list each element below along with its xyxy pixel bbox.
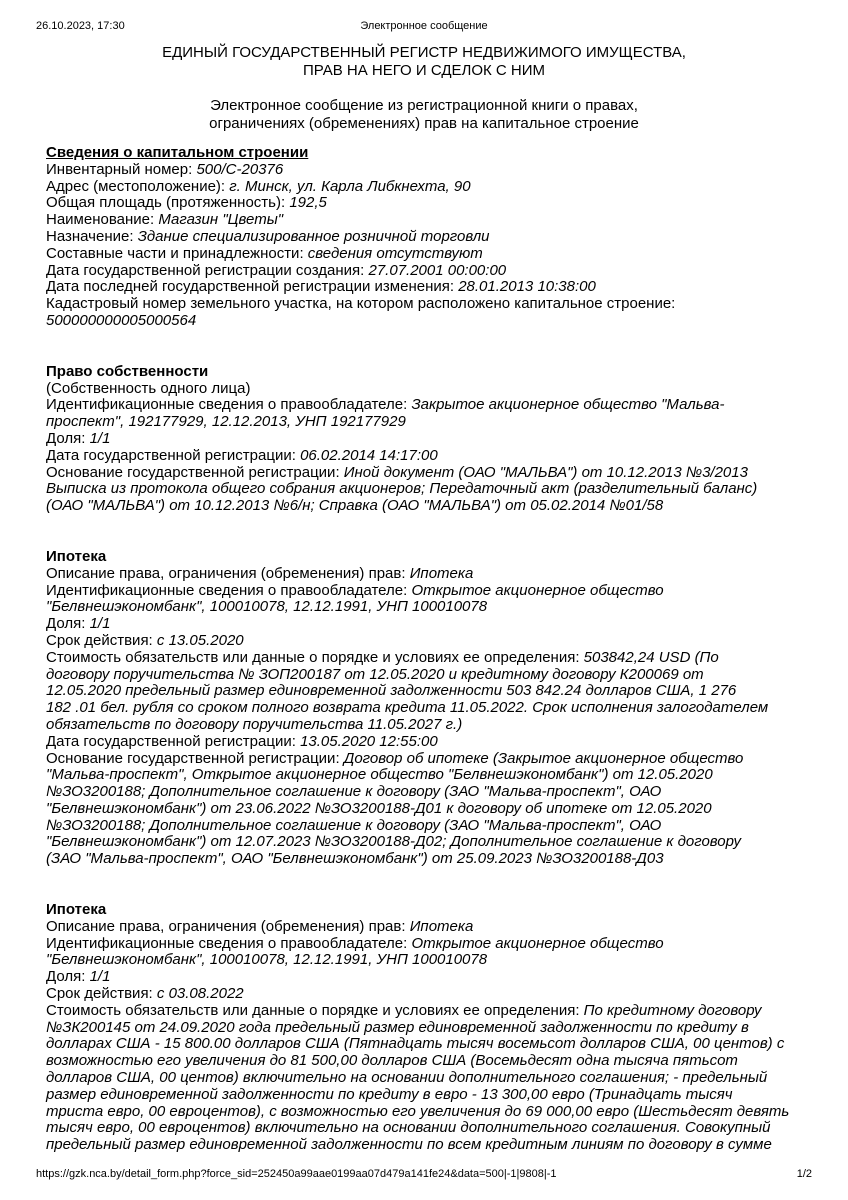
inventory-number xyxy=(46,162,802,179)
share xyxy=(46,431,802,448)
registration-basis-cont: Выписка из протокола общего собрания акционеров; Передаточный акт (разделительный баланс) xyxy=(46,480,758,498)
registration-basis-cont: "Белвнешэкономбанк") от 12.07.2023 №ЗО3200188-Д02; Дополнительное соглашение к договору xyxy=(46,833,741,851)
field-value: Закрытое акционерное общество "Мальва- xyxy=(411,396,725,414)
building-name xyxy=(46,212,802,229)
holder-line xyxy=(46,936,802,953)
register-title xyxy=(0,44,848,80)
registration-basis-cont: "Мальва-проспект", Открытое акционерное общество "Белвнешэкономбанк") от 12.05.2020 xyxy=(46,766,713,784)
obligation-cost-cont: долларов США, 00 центов) включительно на основании дополнительного соглашения; - предельный xyxy=(46,1069,768,1087)
field-value: 192,5 xyxy=(289,194,327,212)
obligation-cost-cont: обязательств по договору поручительства 11.05.2027 г.) xyxy=(46,715,463,733)
field-value: Магазин "Цветы" xyxy=(158,211,284,229)
field-label: Доля: xyxy=(46,615,90,633)
registration-basis-cont: "Белвнешэкономбанк") от 23.06.2022 №ЗО3200188-Д01 к договору об ипотеке от 12.05.2020 xyxy=(46,799,712,817)
field-value: Договор об ипотеке (Закрытое акционерное общество xyxy=(343,749,744,767)
field-value: 27.07.2001 00:00:00 xyxy=(368,261,507,279)
message-title-line: Электронное сообщение из регистрационной книги о правах, xyxy=(210,97,638,114)
registration-basis xyxy=(46,465,802,482)
field-value: Иной документ (ОАО "МАЛЬВА") от 10.12.2013 №3/2013 xyxy=(343,463,748,481)
mortgage-section-title: Ипотека xyxy=(46,901,107,919)
message-title xyxy=(0,97,848,133)
field-label: Стоимость обязательств или данные о порядке и условиях ее определения: xyxy=(46,1001,584,1019)
obligation-cost-cont: тысяч евро, 00 евроцентов) включительно на основании дополнительного соглашения. Совокупный xyxy=(46,1119,771,1137)
field-value: с 03.08.2022 xyxy=(156,985,244,1003)
ownership-section-title: Право собственности xyxy=(46,362,209,380)
field-label: Стоимость обязательств или данные о порядке и условиях ее определения: xyxy=(46,648,584,666)
right-description xyxy=(46,919,802,936)
holder-line-cont: "Белвнешэкономбанк", 100010078, 12.12.1991, УНП 100010078 xyxy=(46,598,488,616)
field-label: Назначение: xyxy=(46,227,138,245)
obligation-cost-cont: триста евро, 00 евроцентов), с возможностью его увеличения до 69 000,00 евро (Шестьдесят девять xyxy=(46,1102,790,1120)
field-label: Общая площадь (протяженность): xyxy=(46,194,290,212)
message-title-line: ограничениях (обременениях) прав на капитальное строение xyxy=(209,115,639,132)
registration-basis-cont: №ЗО3200188; Дополнительное соглашение к договору (ЗАО "Мальва-проспект", ОАО xyxy=(46,783,662,801)
print-title: Электронное сообщение xyxy=(360,20,488,32)
field-value: 1/1 xyxy=(89,429,111,447)
field-value: с 13.05.2020 xyxy=(156,631,244,649)
cadastral-label: Кадастровый номер земельного участка, на котором расположено капитальное строение: xyxy=(46,295,676,313)
document-body xyxy=(46,145,802,1154)
share xyxy=(46,616,802,633)
obligation-cost-cont: договору поручительства № ЗОП200187 от 12.05.2020 и кредитному договору К200069 от xyxy=(46,665,704,683)
registration-basis-cont: (ОАО "МАЛЬВА") от 10.12.2013 №6/н; Справка (ОАО "МАЛЬВА") от 05.02.2014 №01/58 xyxy=(46,497,664,515)
obligation-cost-cont: предельный размер единовременной задолженности по всем кредитным линиям по договору в сумме xyxy=(46,1136,772,1154)
field-value: 06.02.2014 14:17:00 xyxy=(300,446,438,464)
registration-basis-cont: №ЗО3200188; Дополнительное соглашение к договору (ЗАО "Мальва-проспект", ОАО xyxy=(46,816,662,834)
ownership-type: (Собственность одного лица) xyxy=(46,379,251,397)
creation-reg-date xyxy=(46,263,802,280)
field-label: Дата государственной регистрации: xyxy=(46,732,301,750)
field-value: 13.05.2020 12:55:00 xyxy=(300,732,438,750)
field-label: Доля: xyxy=(46,968,90,986)
registration-date xyxy=(46,448,802,465)
field-label: Доля: xyxy=(46,429,90,447)
holder-line xyxy=(46,583,802,600)
holder-line xyxy=(46,397,802,414)
address xyxy=(46,179,802,196)
building-purpose xyxy=(46,229,802,246)
field-label: Срок действия: xyxy=(46,631,157,649)
field-label: Составные части и принадлежности: xyxy=(46,244,308,262)
field-value: Ипотека xyxy=(409,917,474,935)
term xyxy=(46,633,802,650)
print-footer xyxy=(36,1168,812,1184)
cadastral-number: 500000000005000564 xyxy=(46,311,197,329)
field-label: Описание права, ограничения (обременения) прав: xyxy=(46,917,410,935)
total-area xyxy=(46,195,802,212)
field-label: Дата государственной регистрации создания: xyxy=(46,261,369,279)
obligation-cost-cont: 12.05.2020 предельный размер единовременной задолженности 503 842.24 долларов США, 1 276 xyxy=(46,682,737,700)
field-value: Открытое акционерное общество xyxy=(411,934,664,952)
field-value: сведения отсутствуют xyxy=(307,244,483,262)
field-label: Инвентарный номер: xyxy=(46,160,197,178)
obligation-cost-cont: возможностью его увеличения до 81 500,00 долларов США (Восемьдесят одна тысяча пятьсот xyxy=(46,1052,738,1070)
ownership-section xyxy=(46,364,802,515)
field-label: Основание государственной регистрации: xyxy=(46,749,344,767)
register-title-line: ПРАВ НА НЕГО И СДЕЛОК С НИМ xyxy=(302,62,546,79)
obligation-cost-cont: долларах США - 15 800.00 долларов США (Пятнадцать тысяч восемьсот долларов США, 00 центов) с xyxy=(46,1035,785,1053)
field-value: По кредитному договору xyxy=(583,1001,762,1019)
holder-line-cont: проспект", 192177929, 12.12.2013, УНП 192177929 xyxy=(46,413,406,431)
field-label: Дата последней государственной регистрации изменения: xyxy=(46,278,459,296)
registration-basis xyxy=(46,751,802,768)
field-label: Срок действия: xyxy=(46,985,157,1003)
field-label: Идентификационные сведения о правообладателе: xyxy=(46,581,412,599)
field-label: Основание государственной регистрации: xyxy=(46,463,344,481)
building-section-title: Сведения о капитальном строении xyxy=(46,144,309,161)
building-section xyxy=(46,145,802,330)
page-url: https://gzk.nca.by/detail_form.php?force_sid=252450a99aae0199aa07d479a141fe24&data=500|-1|9808|-1 xyxy=(36,1168,557,1180)
print-header xyxy=(36,20,812,36)
obligation-cost-cont: размер единовременной задолженности по кредиту в евро - 13 300,00 евро (Тринадцать тысяч xyxy=(46,1085,733,1103)
field-value: Открытое акционерное общество xyxy=(411,581,664,599)
field-value: 1/1 xyxy=(89,968,111,986)
obligation-cost xyxy=(46,1003,802,1020)
mortgage-section-2 xyxy=(46,902,802,1154)
right-description xyxy=(46,566,802,583)
field-label: Адрес (местоположение): xyxy=(46,177,230,195)
field-value: г. Минск, ул. Карла Либкнехта, 90 xyxy=(229,177,471,195)
register-title-line: ЕДИНЫЙ ГОСУДАРСТВЕННЫЙ РЕГИСТР НЕДВИЖИМОГО ИМУЩЕСТВА, xyxy=(162,44,686,61)
holder-line-cont: "Белвнешэкономбанк", 100010078, 12.12.1991, УНП 100010078 xyxy=(46,951,488,969)
field-value: 503842,24 USD (По xyxy=(583,648,719,666)
obligation-cost-cont: 182 .01 бел. рубля со сроком полного возврата кредита 11.05.2022. Срок исполнения залогодателем xyxy=(46,699,769,717)
registration-date xyxy=(46,734,802,751)
field-value: Ипотека xyxy=(409,564,474,582)
print-datetime: 26.10.2023, 17:30 xyxy=(36,20,125,32)
mortgage-section-1 xyxy=(46,549,802,868)
field-label: Идентификационные сведения о правообладателе: xyxy=(46,396,412,414)
term xyxy=(46,986,802,1003)
registration-basis-cont: (ЗАО "Мальва-проспект", ОАО "Белвнешэкономбанк") от 25.09.2023 №ЗО3200188-Д03 xyxy=(46,850,664,868)
field-label: Дата государственной регистрации: xyxy=(46,446,301,464)
share xyxy=(46,969,802,986)
field-label: Описание права, ограничения (обременения) прав: xyxy=(46,564,410,582)
field-value: 1/1 xyxy=(89,615,111,633)
building-parts xyxy=(46,246,802,263)
field-label: Наименование: xyxy=(46,211,159,229)
obligation-cost xyxy=(46,650,802,667)
field-value: Здание специализированное розничной торговли xyxy=(137,227,490,245)
obligation-cost-cont: №ЗК200145 от 24.09.2020 года предельный размер единовременной задолженности по кредиту в xyxy=(46,1018,749,1036)
last-change-reg-date xyxy=(46,279,802,296)
field-value: 28.01.2013 10:38:00 xyxy=(458,278,596,296)
mortgage-section-title: Ипотека xyxy=(46,547,107,565)
field-label: Идентификационные сведения о правообладателе: xyxy=(46,934,412,952)
page-number: 1/2 xyxy=(796,1168,812,1180)
field-value: 500/C-20376 xyxy=(196,160,284,178)
